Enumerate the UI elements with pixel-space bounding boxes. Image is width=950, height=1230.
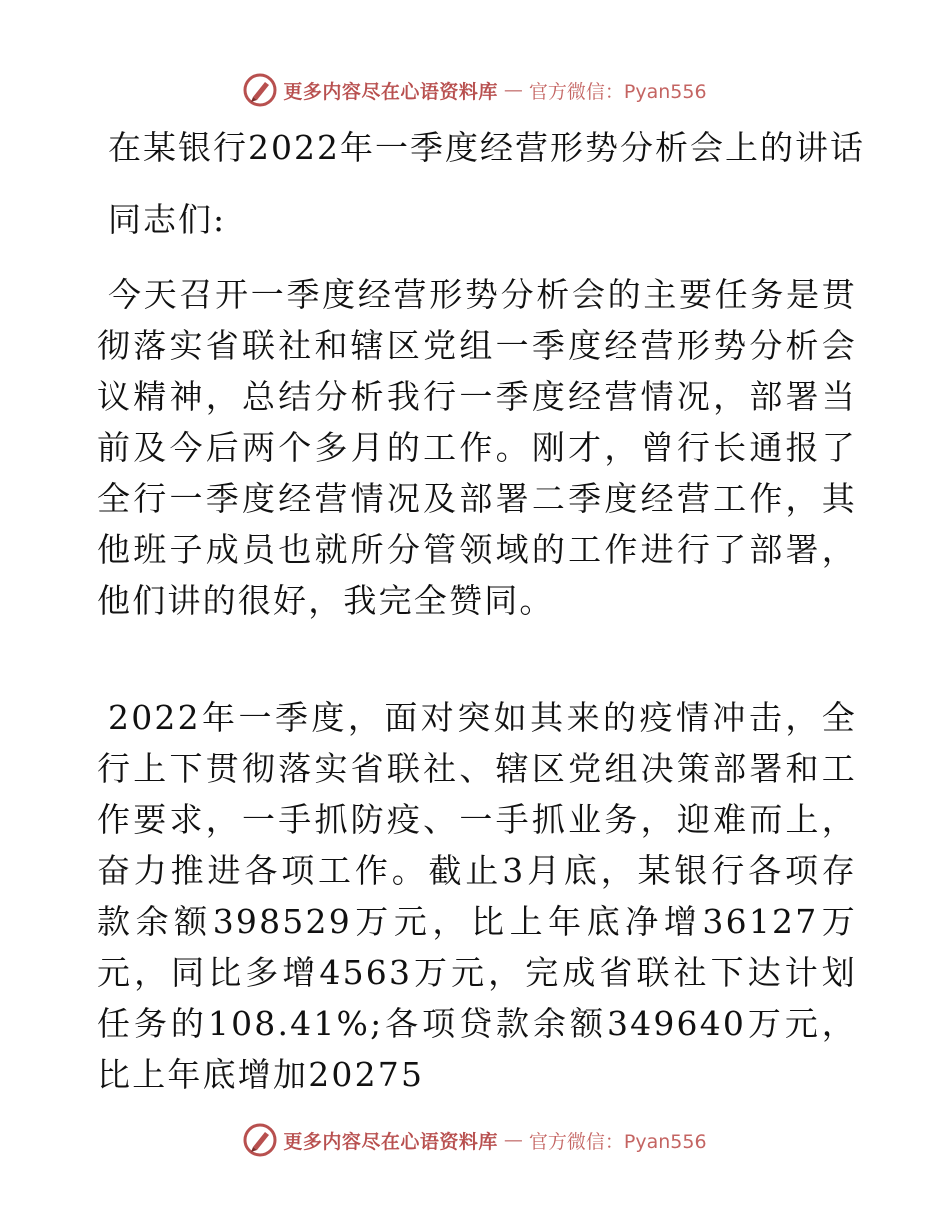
pen-logo-icon [243, 1123, 277, 1157]
paragraph-intro: 今天召开一季度经营形势分析会的主要任务是贯彻落实省联社和辖区党组一季度经营形势分析会议精神，总结分析我行一季度经营情况，部署当前及今后两个多月的工作。刚才，曾行长通报了全行一季度经营情况及部署二季度经营工作，其他班子成员也就所分管领域的工作进行了部署，他们讲的很好，我完全赞同。 [97, 275, 857, 620]
watermark-text: 更多内容尽在心语资料库 [283, 1130, 498, 1153]
header-watermark [0, 70, 950, 110]
watermark-dash: — [503, 79, 523, 101]
watermark-dash: — [503, 1129, 523, 1151]
document-title: 在某银行2022年一季度经营形势分析会上的讲话 [108, 128, 865, 167]
footer-watermark [0, 1120, 950, 1160]
watermark-wechat: 官方微信：Pyan556 [528, 80, 707, 103]
paragraph-results: 2022年一季度，面对突如其来的疫情冲击，全行上下贯彻落实省联社、辖区党组决策部署和工作要求，一手抓防疫、一手抓业务，迎难而上，奋力推进各项工作。截止3月底，某银行各项存款余额398529万元，比上年底净增36127万元，同比多增4563万元，完成省联社下达计划任务的108.41%;各项贷款余额349640万元，比上年底增加20275 [97, 698, 857, 1094]
watermark-text: 更多内容尽在心语资料库 [283, 80, 498, 103]
pen-logo-icon [243, 73, 277, 107]
watermark-wechat: 官方微信：Pyan556 [528, 1130, 707, 1153]
greeting: 同志们: [108, 200, 227, 239]
